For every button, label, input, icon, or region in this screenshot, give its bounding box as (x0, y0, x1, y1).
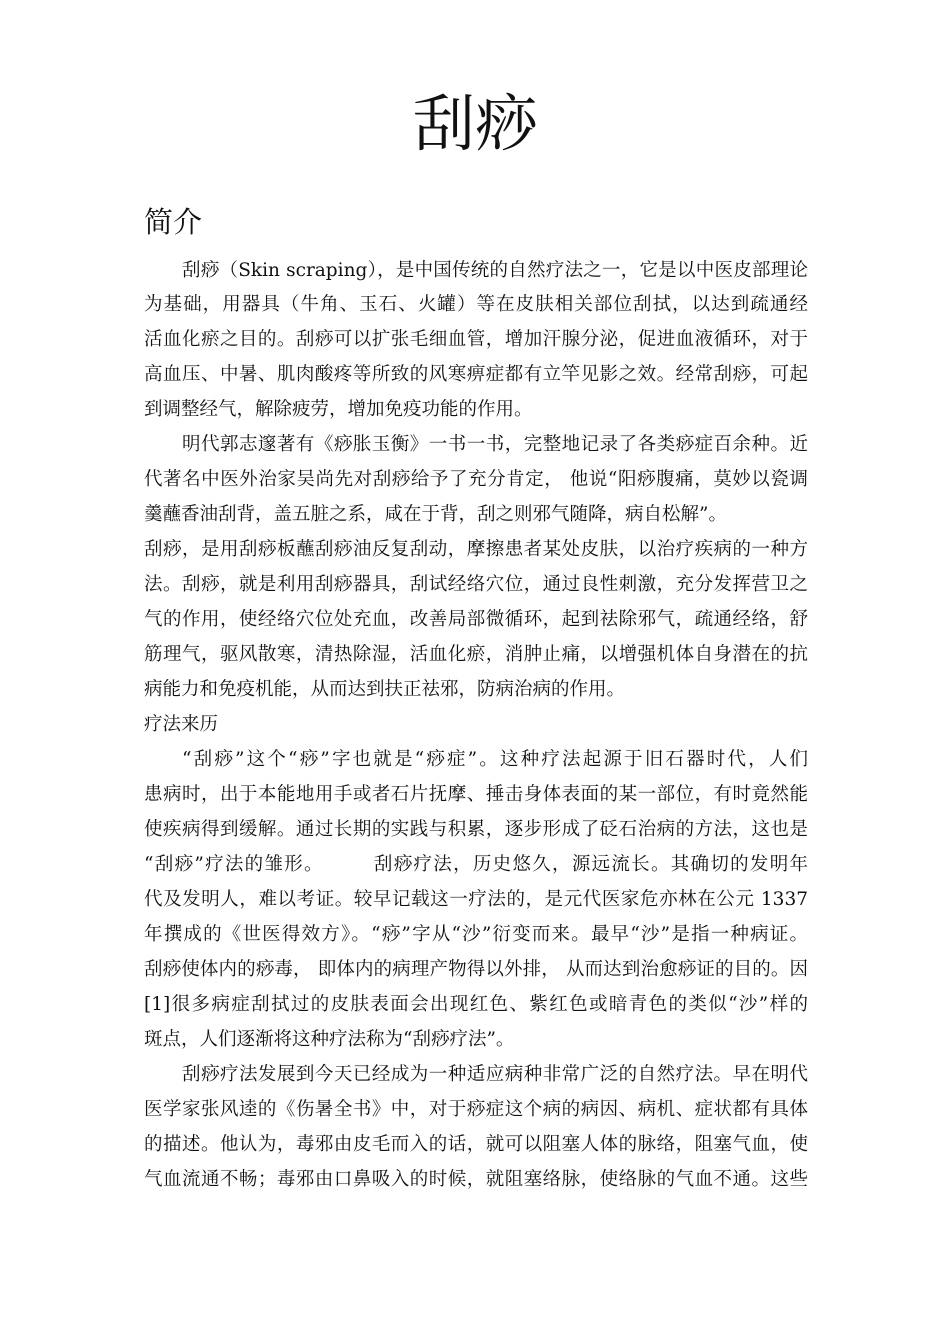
paragraph-line: 代著名中医外治家吴尚先对刮痧给予了充分肯定， 他说“阳痧腹痛，莫妙以瓷调 (144, 469, 808, 490)
document-title: 刮痧 (412, 87, 537, 160)
paragraph-line: 病能力和免疫机能，从而达到扶正祛邪，防病治病的作用。 (144, 679, 626, 700)
paragraph-line: 的描述。他认为，毒邪由皮毛而入的话，就可以阻塞人体的脉络，阻塞气血，使 (144, 1134, 808, 1155)
paragraph-line: 使疾病得到缓解。通过长期的实践与积累，逐步形成了砭石治病的方法，这也是 (144, 819, 808, 840)
paragraph-line: [1]很多病症刮拭过的皮肤表面会出现红色、紫红色或暗青色的类似“沙”样的 (144, 994, 808, 1015)
paragraph-line: 刮痧使体内的痧毒， 即体内的病理产物得以外排， 从而达到治愈痧证的目的。因 (144, 959, 808, 980)
paragraph-line: 刮痧，是用刮痧板蘸刮痧油反复刮动，摩擦患者某处皮肤，以治疗疾病的一种方 (144, 539, 808, 560)
paragraph-line: 法。刮痧，就是利用刮痧器具，刮试经络穴位，通过良性刺激，充分发挥营卫之 (144, 574, 808, 595)
subheading-therapy-origin: 疗法来历 (144, 714, 219, 735)
paragraph-line: “刮痧”疗法的雏形。 刮痧疗法，历史悠久，源远流长。其确切的发明年 (144, 854, 808, 875)
paragraph-line: 活血化瘀之目的。刮痧可以扩张毛细血管，增加汗腺分泌，促进血液循环，对于 (144, 329, 808, 350)
paragraph-line: “刮痧”这个“痧”字也就是“痧症”。这种疗法起源于旧石器时代，人们 (182, 749, 808, 770)
paragraph-line: 气血流通不畅；毒邪由口鼻吸入的时候，就阻塞络脉，使络脉的气血不通。这些 (144, 1169, 808, 1190)
paragraph-line: 气的作用，使经络穴位处充血，改善局部微循环，起到祛除邪气，疏通经络，舒 (144, 609, 808, 630)
paragraph-line: 刮痧（Skin scraping），是中国传统的自然疗法之一，它是以中医皮部理论 (182, 260, 808, 281)
paragraph-line: 到调整经气，解除疲劳，增加免疫功能的作用。 (144, 399, 533, 420)
paragraph-line: 医学家张风逵的《伤暑全书》中，对于痧症这个病的病因、病机、症状都有具体 (144, 1099, 808, 1120)
paragraph-line: 年撰成的《世医得效方》。“痧”字从“沙”衍变而来。最早“沙”是指一种病证。 (144, 924, 808, 945)
paragraph-line: 高血压、中暑、肌肉酸疼等所致的风寒痹症都有立竿见影之效。经常刮痧，可起 (144, 364, 808, 385)
paragraph-line: 斑点，人们逐渐将这种疗法称为“刮痧疗法”。 (144, 1029, 515, 1050)
paragraph-line: 患病时，出于本能地用手或者石片抚摩、捶击身体表面的某一部位，有时竟然能 (144, 784, 808, 805)
paragraph-line: 明代郭志邃著有《痧胀玉衡》一书一书，完整地记录了各类痧症百余种。近 (182, 434, 808, 455)
paragraph-line: 羹蘸香油刮背，盖五脏之系，咸在于背，刮之则邪气随降，病自松解”。 (144, 504, 727, 525)
paragraph-line: 筋理气，驱风散寒，清热除湿，活血化瘀，消肿止痛，以增强机体自身潜在的抗 (144, 644, 808, 665)
paragraph-line: 为基础，用器具（牛角、玉石、火罐）等在皮肤相关部位刮拭，以达到疏通经 (144, 294, 808, 315)
paragraph-line: 代及发明人，难以考证。较早记载这一疗法的，是元代医家危亦林在公元 1337 (144, 889, 808, 910)
section-heading-intro: 简介 (144, 205, 203, 239)
paragraph-line: 刮痧疗法发展到今天已经成为一种适应病种非常广泛的自然疗法。早在明代 (182, 1064, 808, 1085)
